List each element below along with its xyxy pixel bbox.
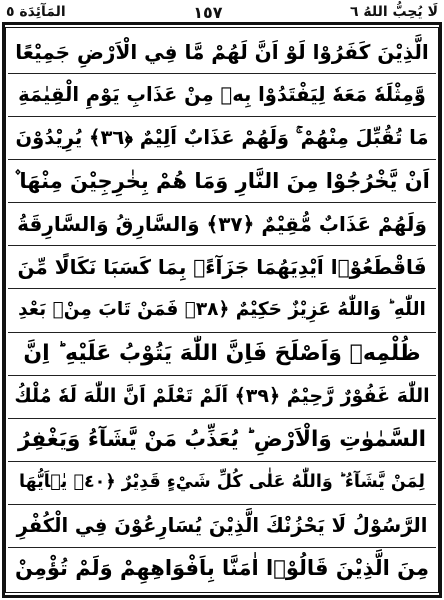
surah-label: المَآئِدَة ٥ bbox=[6, 4, 66, 20]
line-text: لِمَنْ يَّشَآءُ ؕ وَاللّٰهُ عَلٰى كُلِّ شَيْءٍ قَدِيْرٌ ﴿٤٠﴾ يٰۤاَيُّهَا bbox=[19, 472, 425, 493]
text-line bbox=[8, 31, 436, 74]
text-line bbox=[8, 74, 436, 117]
juz-label: لَا يُحِبُّ اللهُ ٦ bbox=[349, 4, 438, 20]
line-text: وَلَهُمْ عَذَابٌ مُّقِيْمٌ ﴿٣٧﴾ وَالسَّارِقُ وَالسَّارِقَةُ bbox=[17, 212, 427, 237]
line-text: مَا تُقُبِّلَ مِنْهُمْ ۚ وَلَهُمْ عَذَابٌ اَلِيْمٌ ﴿٣٦﴾ يُرِيْدُوْنَ bbox=[15, 126, 429, 150]
text-line bbox=[8, 160, 436, 203]
text-line bbox=[8, 548, 436, 590]
line-text: الَّذِيْنَ كَفَرُوْا لَوْ اَنَّ لَهُمْ مَّا فِي الْاَرْضِ جَمِيْعًا bbox=[15, 40, 429, 65]
text-line bbox=[8, 333, 436, 376]
line-text: اللّٰهَ غَفُوْرٌ رَّحِيْمٌ ﴿٣٩﴾ اَلَمْ تَعْلَمْ اَنَّ اللّٰهَ لَهٗ مُلْكُ bbox=[14, 385, 430, 408]
line-text: فَاقْطَعُوْۤا اَيْدِيَهُمَا جَزَآءًۢ بِمَا كَسَبَا نَكَالًا مِّنَ bbox=[17, 255, 427, 280]
text-line bbox=[8, 117, 436, 160]
text-line bbox=[8, 376, 436, 419]
text-line bbox=[8, 203, 436, 246]
text-line bbox=[8, 505, 436, 548]
line-text: الرَّسُوْلُ لَا يَحْزُنْكَ الَّذِيْنَ يُسَارِعُوْنَ فِي الْكُفْرِ bbox=[16, 514, 428, 538]
text-line bbox=[8, 289, 436, 332]
text-line bbox=[8, 419, 436, 462]
line-text: مِنَ الَّذِيْنَ قَالُوْۤا اٰمَنَّا بِاَفْوَاهِهِمْ وَلَمْ تُؤْمِنْ bbox=[14, 556, 430, 581]
line-text: السَّمٰوٰتِ وَالْاَرْضِ ؕ يُعَذِّبُ مَنْ يَّشَآءُ وَيَغْفِرُ bbox=[17, 426, 427, 452]
verse-lines bbox=[8, 31, 436, 590]
line-text: اَنْ يَّخْرُجُوْا مِنَ النَّارِ وَمَا هُمْ بِخٰرِجِيْنَ مِنْهَا ۫ bbox=[14, 168, 430, 193]
text-line bbox=[8, 246, 436, 289]
line-text: وَّمِثْلَهٗ مَعَهٗ لِيَفْتَدُوْا بِهٖ مِنْ عَذَابِ يَوْمِ الْقِيٰمَةِ bbox=[18, 83, 426, 107]
line-text: اللّٰهِ ؕ وَاللّٰهُ عَزِيْزٌ حَكِيْمٌ ﴿٣٨﴾ فَمَنْ تَابَ مِنْۢ بَعْدِ bbox=[18, 299, 426, 321]
line-text: ظُلْمِهٖ وَاَصْلَحَ فَاِنَّ اللّٰهَ يَتُوْبُ عَلَيْهِ ؕ اِنَّ bbox=[23, 340, 421, 366]
page-header bbox=[6, 2, 438, 22]
text-line bbox=[8, 462, 436, 505]
page-number: ١٥٧ bbox=[193, 2, 223, 22]
